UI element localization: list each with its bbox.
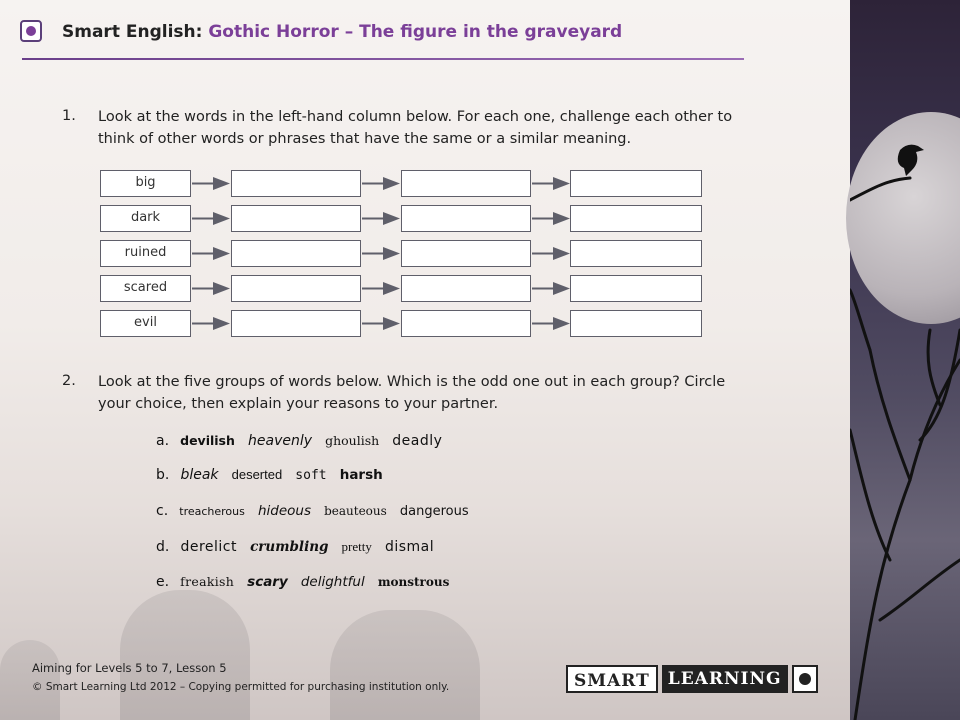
synonym-row (100, 310, 702, 337)
q1-number: 1. (62, 108, 76, 124)
group-word[interactable]: bleak (180, 467, 219, 483)
group-label: e. (156, 574, 170, 590)
arrow-right-icon (361, 315, 401, 332)
group-b (156, 464, 391, 483)
group-word[interactable]: dismal (384, 539, 435, 555)
smart-logo-icon (20, 20, 42, 42)
header-divider (22, 58, 744, 60)
logo-learning-text: LEARNING (662, 665, 788, 693)
q2-instructions: Look at the five groups of words below. Which is the odd one out in each group? Circle your choice, then explain your reasons to your partner. (98, 374, 726, 412)
answer-box[interactable] (231, 240, 361, 267)
group-word[interactable]: dangerous (399, 504, 469, 519)
arrow-right-icon (531, 315, 571, 332)
group-word[interactable]: soft (295, 468, 327, 483)
group-word[interactable]: monstrous (377, 575, 450, 589)
title-topic: Gothic Horror (208, 22, 339, 42)
group-word[interactable]: deadly (392, 433, 443, 449)
answer-box[interactable] (231, 170, 361, 197)
group-e (156, 571, 457, 590)
synonym-row (100, 275, 702, 302)
q1-instructions: Look at the words in the left-hand column below. For each one, challenge each other to think of other words or phrases that have the same or a similar meaning. (98, 109, 733, 147)
group-label: c. (156, 503, 169, 519)
tombstone (330, 610, 480, 720)
answer-box[interactable] (570, 205, 702, 232)
arrow-right-icon (191, 315, 231, 332)
word-box: scared (100, 275, 191, 302)
synonym-row (100, 205, 702, 232)
answer-box[interactable] (401, 275, 531, 302)
group-c (156, 500, 477, 519)
group-word[interactable]: hideous (257, 503, 311, 519)
group-word[interactable]: pretty (341, 539, 372, 554)
group-word[interactable]: treacherous (179, 505, 245, 518)
tombstone (0, 640, 60, 720)
arrow-right-icon (531, 175, 571, 192)
answer-box[interactable] (401, 170, 531, 197)
answer-box[interactable] (570, 240, 702, 267)
group-label: b. (156, 467, 170, 483)
group-word[interactable]: ghoulish (325, 433, 380, 448)
group-label: a. (156, 433, 170, 449)
arrow-right-icon (361, 210, 401, 227)
synonym-row (100, 170, 702, 197)
lesson-level: Aiming for Levels 5 to 7, Lesson 5 (32, 661, 227, 675)
answer-box[interactable] (231, 310, 361, 337)
logo-dot-icon (792, 665, 818, 693)
title-brand: Smart English: (62, 22, 203, 42)
logo-smart-text: SMART (566, 665, 658, 693)
group-word[interactable]: deserted (231, 467, 283, 482)
arrow-right-icon (191, 280, 231, 297)
q2-number: 2. (62, 373, 76, 389)
answer-box[interactable] (231, 275, 361, 302)
bare-tree-branches (850, 0, 960, 720)
group-word[interactable]: beauteous (324, 504, 387, 518)
group-word[interactable]: scary (247, 574, 288, 590)
group-word[interactable]: harsh (339, 467, 383, 483)
word-box: big (100, 170, 191, 197)
arrow-right-icon (191, 210, 231, 227)
group-label: d. (156, 539, 170, 555)
word-box: ruined (100, 240, 191, 267)
tombstone (120, 590, 250, 720)
answer-box[interactable] (401, 310, 531, 337)
arrow-right-icon (361, 175, 401, 192)
answer-box[interactable] (401, 205, 531, 232)
answer-box[interactable] (570, 170, 702, 197)
arrow-right-icon (531, 210, 571, 227)
arrow-right-icon (531, 245, 571, 262)
arrow-right-icon (191, 175, 231, 192)
answer-box[interactable] (401, 240, 531, 267)
title-dash: – (344, 22, 354, 42)
arrow-right-icon (191, 245, 231, 262)
group-a (156, 430, 450, 449)
arrow-right-icon (531, 280, 571, 297)
page-title (62, 22, 622, 42)
synonym-row (100, 240, 702, 267)
arrow-right-icon (361, 245, 401, 262)
group-d (156, 536, 442, 555)
group-word[interactable]: heavenly (248, 433, 313, 449)
title-subtitle: The figure in the graveyard (359, 22, 623, 42)
group-word[interactable]: delightful (300, 574, 365, 590)
word-box: evil (100, 310, 191, 337)
arrow-right-icon (361, 280, 401, 297)
answer-box[interactable] (231, 205, 361, 232)
answer-box[interactable] (570, 275, 702, 302)
group-word[interactable]: devilish (180, 433, 235, 448)
group-word[interactable]: crumbling (250, 539, 329, 555)
word-box: dark (100, 205, 191, 232)
group-word[interactable]: freakish (180, 574, 235, 589)
answer-box[interactable] (570, 310, 702, 337)
smart-learning-logo (566, 664, 818, 694)
group-word[interactable]: derelict (180, 539, 237, 555)
crow-icon (898, 145, 924, 176)
copyright-notice: © Smart Learning Ltd 2012 – Copying permitted for purchasing institution only. (32, 681, 450, 693)
